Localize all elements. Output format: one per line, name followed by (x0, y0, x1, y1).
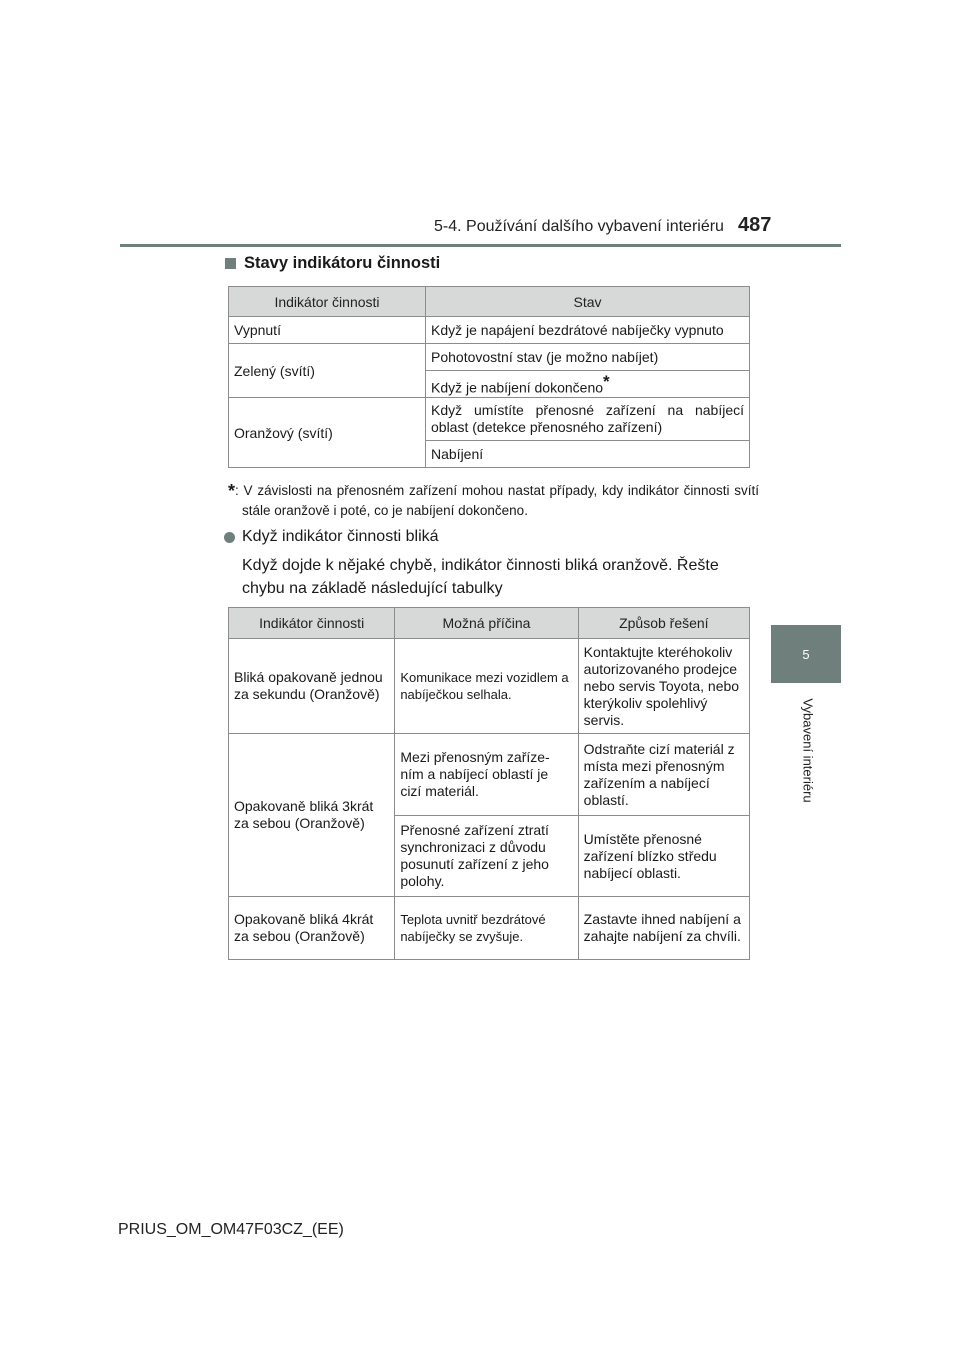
table-cell-state: Když umístíte přenosné zařízení na nabíjecí oblast (detekce přenosného zařízení) (426, 398, 750, 441)
square-bullet-icon (225, 258, 236, 269)
table-header-cell: Indikátor činnosti (229, 608, 395, 639)
table-cell-state: Nabíjení (426, 441, 750, 468)
table-row (229, 317, 750, 344)
chapter-tab (771, 625, 841, 683)
table-header-cell: Stav (426, 287, 750, 317)
footnote-ref: * (603, 372, 610, 392)
table-row (229, 897, 750, 960)
table-cell-indicator: Oranžový (svítí) (229, 398, 426, 468)
table-row (229, 398, 750, 441)
chapter-tab-number: 5 (802, 646, 810, 662)
table-cell-cause: Komunikace mezi vozidlem a nabíječkou selhala. (395, 639, 578, 734)
table-header-row (229, 608, 750, 639)
table-cell-solution: Umístěte přenosné zařízení blízko středu nabíjecí oblasti. (578, 816, 749, 897)
round-bullet-icon (224, 532, 235, 543)
table-cell-cause: Mezi přenosným zaříze-ním a nabíjecí oblastí je cizí materiál. (395, 734, 578, 816)
table-cell-indicator: Bliká opakovaně jednou za sekundu (Oranžově) (229, 639, 395, 734)
table-row (229, 344, 750, 371)
table-cell-indicator: Opakovaně bliká 4krát za sebou (Oranžově) (229, 897, 395, 960)
chapter-tab-label (758, 690, 858, 810)
table-header-cell: Indikátor činnosti (229, 287, 426, 317)
footnote-text: : V závislosti na přenosném zařízení mohou nastat případy, kdy indikátor činnosti svítí stále oranžově i poté, co je nabíjení dokončeno. (235, 483, 759, 518)
table-cell-state (426, 371, 750, 398)
chapter-tab-label-text: Vybavení interiéru (800, 697, 816, 803)
indicator-states-table (228, 286, 750, 468)
table-row (229, 639, 750, 734)
document-code: PRIUS_OM_OM47F03CZ_(EE) (118, 1221, 344, 1238)
table-cell-indicator: Vypnutí (229, 317, 426, 344)
table-cell-cause: Teplota uvnitř bezdrátové nabíječky se zvyšuje. (395, 897, 578, 960)
blinking-description: Když dojde k nějaké chybě, indikátor činnosti bliká oranžově. Řešte chybu na základě následující tabulky (242, 557, 719, 597)
footnote-marker: * (228, 481, 236, 501)
table-cell-cause: Přenosné zařízení ztratí synchronizaci z důvodu posunutí zařízení z jeho polohy. (395, 816, 578, 897)
header-section-title: 5-4. Používání dalšího vybavení interiéru (434, 218, 724, 235)
table-cell-solution: Zastavte ihned nabíjení a zahajte nabíjení za chvíli. (578, 897, 749, 960)
error-table (228, 607, 750, 960)
table-header-cell: Možná příčina (395, 608, 578, 639)
table-cell-state-text: Když je nabíjení dokončeno (431, 379, 604, 396)
section-title-indicator-states (225, 254, 440, 273)
table-header-row (229, 287, 750, 317)
header-divider (120, 244, 841, 247)
section-title-text: Stavy indikátoru činnosti (244, 254, 441, 272)
table-cell-indicator: Opakovaně bliká 3krát za sebou (Oranžově) (229, 734, 395, 897)
table-cell-solution: Kontaktujte kteréhokoliv autorizovaného prodejce nebo servis Toyota, nebo kterýkoliv spolehlivý servis. (578, 639, 749, 734)
table-row (229, 734, 750, 816)
subsection-title-text: Když indikátor činnosti bliká (242, 528, 439, 545)
table-cell-state: Pohotovostní stav (je možno nabíjet) (426, 344, 750, 371)
table-cell-indicator: Zelený (svítí) (229, 344, 426, 398)
table-cell-solution: Odstraňte cizí materiál z místa mezi přenosným zařízením a nabíjecí oblastí. (578, 734, 749, 816)
subsection-title-blinking (224, 528, 439, 546)
table-cell-state: Když je napájení bezdrátové nabíječky vypnuto (426, 317, 750, 344)
table-header-cell: Způsob řešení (578, 608, 749, 639)
page-number: 487 (738, 214, 772, 236)
footnote (228, 481, 759, 521)
